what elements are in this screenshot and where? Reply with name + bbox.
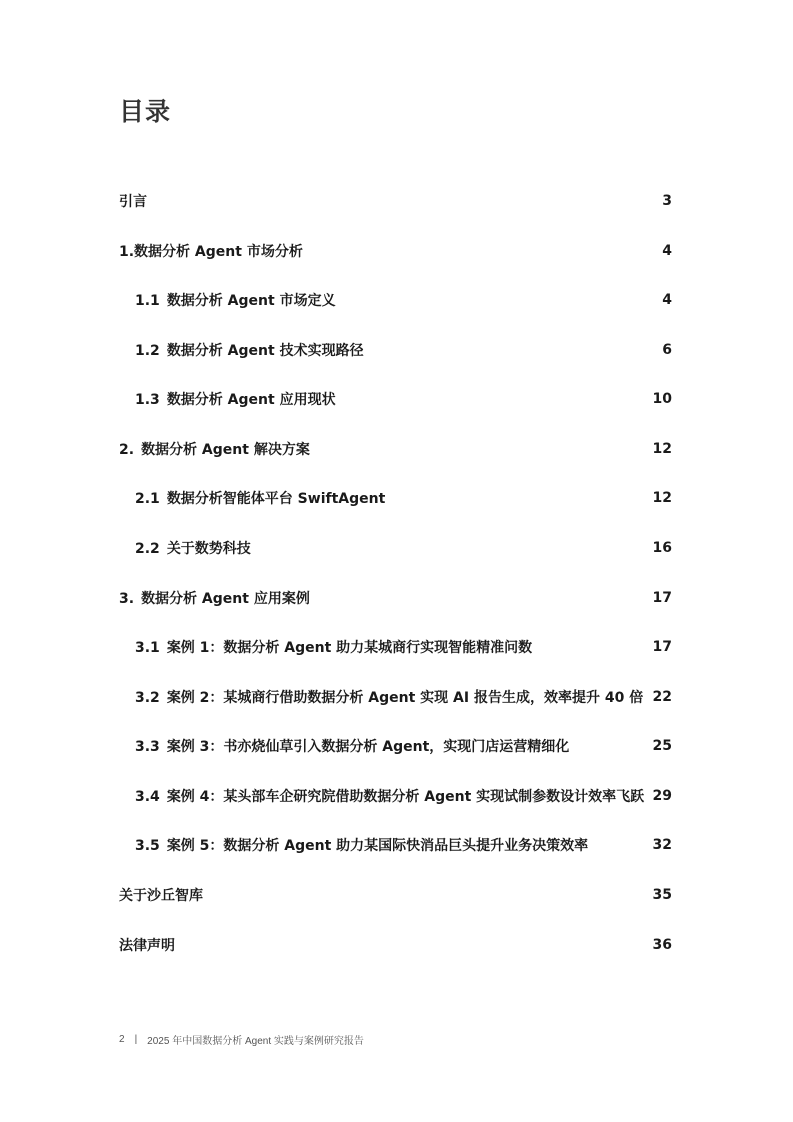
toc-entry-page-number: 32 <box>652 837 672 853</box>
toc-entry-label: 数据分析 Agent 解决方案 <box>141 442 310 458</box>
toc-entry-title <box>135 389 336 409</box>
toc-entry-number: 3.4 <box>135 789 160 805</box>
toc-entry-number: 3.1 <box>135 640 160 656</box>
toc-entry[interactable] <box>135 636 672 658</box>
toc-entry-title <box>135 538 251 558</box>
toc-entry[interactable] <box>135 537 672 559</box>
toc-entry-page-number: 22 <box>652 689 672 705</box>
toc-entry-page-number: 4 <box>662 292 672 308</box>
footer-separator: | <box>134 1034 138 1045</box>
toc-entry-label: 数据分析 Agent 技术实现路径 <box>166 343 364 359</box>
toc-entry-title <box>135 637 532 657</box>
page-footer <box>119 1032 364 1047</box>
toc-entry-page-number: 29 <box>652 788 672 804</box>
toc-entry-number: 1.1 <box>135 293 160 309</box>
toc-entry-label: 数据分析 Agent 应用现状 <box>166 392 336 408</box>
toc-entry-number: 3. <box>119 591 135 607</box>
toc-entry-number: 3.3 <box>135 739 160 755</box>
toc-entry-title <box>119 935 175 955</box>
toc-entry[interactable] <box>119 240 672 262</box>
toc-entry[interactable] <box>119 587 672 609</box>
toc-entry-label: 数据分析 Agent 市场定义 <box>166 293 336 309</box>
toc-entry-title <box>135 835 588 855</box>
page-title: 目录 <box>119 97 172 126</box>
toc-entry-page-number: 35 <box>652 887 672 903</box>
toc-entry[interactable] <box>135 388 672 410</box>
toc-entry-page-number: 16 <box>652 540 672 556</box>
toc-entry-title <box>119 191 147 211</box>
toc-entry-title <box>135 736 569 756</box>
toc-entry-page-number: 10 <box>652 391 672 407</box>
toc-entry-label: 案例 5：数据分析 Agent 助力某国际快消品巨头提升业务决策效率 <box>166 838 589 854</box>
toc-entry-title <box>135 290 336 310</box>
toc-entry-number: 2. <box>119 442 135 458</box>
toc-entry-number: 2.2 <box>135 541 160 557</box>
toc-entry-label: 数据分析智能体平台 SwiftAgent <box>166 491 386 507</box>
toc-entry[interactable] <box>135 686 672 708</box>
toc-entry-title <box>135 786 644 806</box>
toc-entry-page-number: 4 <box>662 243 672 259</box>
toc-entry[interactable] <box>135 487 672 509</box>
toc-entry[interactable] <box>135 834 672 856</box>
toc-entry-page-number: 12 <box>652 441 672 457</box>
toc-entry[interactable] <box>119 438 672 460</box>
toc-entry[interactable] <box>135 785 672 807</box>
toc-entry-label: 案例 1：数据分析 Agent 助力某城商行实现智能精准问数 <box>166 640 533 656</box>
toc-entry-label: 案例 2：某城商行借助数据分析 Agent 实现 AI 报告生成，效率提升 40 倍 <box>166 690 644 706</box>
toc-entry[interactable] <box>119 934 672 956</box>
toc-entry-page-number: 17 <box>652 639 672 655</box>
toc-entry-label: 1.数据分析 Agent 市场分析 <box>119 244 303 260</box>
toc-entry-label: 法律声明 <box>119 938 175 954</box>
toc-entry-title <box>119 439 310 459</box>
toc-entry-page-number: 17 <box>652 590 672 606</box>
toc-entry[interactable] <box>135 289 672 311</box>
toc-entry-page-number: 12 <box>652 490 672 506</box>
footer-page-number: 2 <box>119 1034 125 1045</box>
toc-entry-title <box>119 241 303 261</box>
toc-entry-title <box>119 885 203 905</box>
footer-report-title: 2025 年中国数据分析 Agent 实践与案例研究报告 <box>147 1036 364 1047</box>
toc-entry-number: 3.5 <box>135 838 160 854</box>
toc-entry-number: 2.1 <box>135 491 160 507</box>
toc-entry-page-number: 3 <box>662 193 672 209</box>
toc-entry-label: 关于数势科技 <box>166 541 251 557</box>
toc-entry-number: 1.2 <box>135 343 160 359</box>
toc-entry[interactable] <box>119 190 672 212</box>
toc-entry-number: 1.3 <box>135 392 160 408</box>
toc-entry-label: 关于沙丘智库 <box>119 888 203 904</box>
toc-entry-label: 数据分析 Agent 应用案例 <box>141 591 310 607</box>
toc-entry-title <box>135 340 364 360</box>
toc-entry-label: 引言 <box>119 194 147 210</box>
toc-entry[interactable] <box>119 884 672 906</box>
toc-entry[interactable] <box>135 339 672 361</box>
toc-entry-title <box>119 588 310 608</box>
toc-entry-label: 案例 3：书亦烧仙草引入数据分析 Agent，实现门店运营精细化 <box>166 739 570 755</box>
toc-entry-title <box>135 687 643 707</box>
toc-entry-title <box>135 488 385 508</box>
toc-entry-number: 3.2 <box>135 690 160 706</box>
toc-entry-label: 案例 4：某头部车企研究院借助数据分析 Agent 实现试制参数设计效率飞跃 <box>166 789 645 805</box>
toc-entry-page-number: 36 <box>652 937 672 953</box>
toc-entry-page-number: 6 <box>662 342 672 358</box>
toc-entry[interactable] <box>135 735 672 757</box>
toc-entry-page-number: 25 <box>652 738 672 754</box>
